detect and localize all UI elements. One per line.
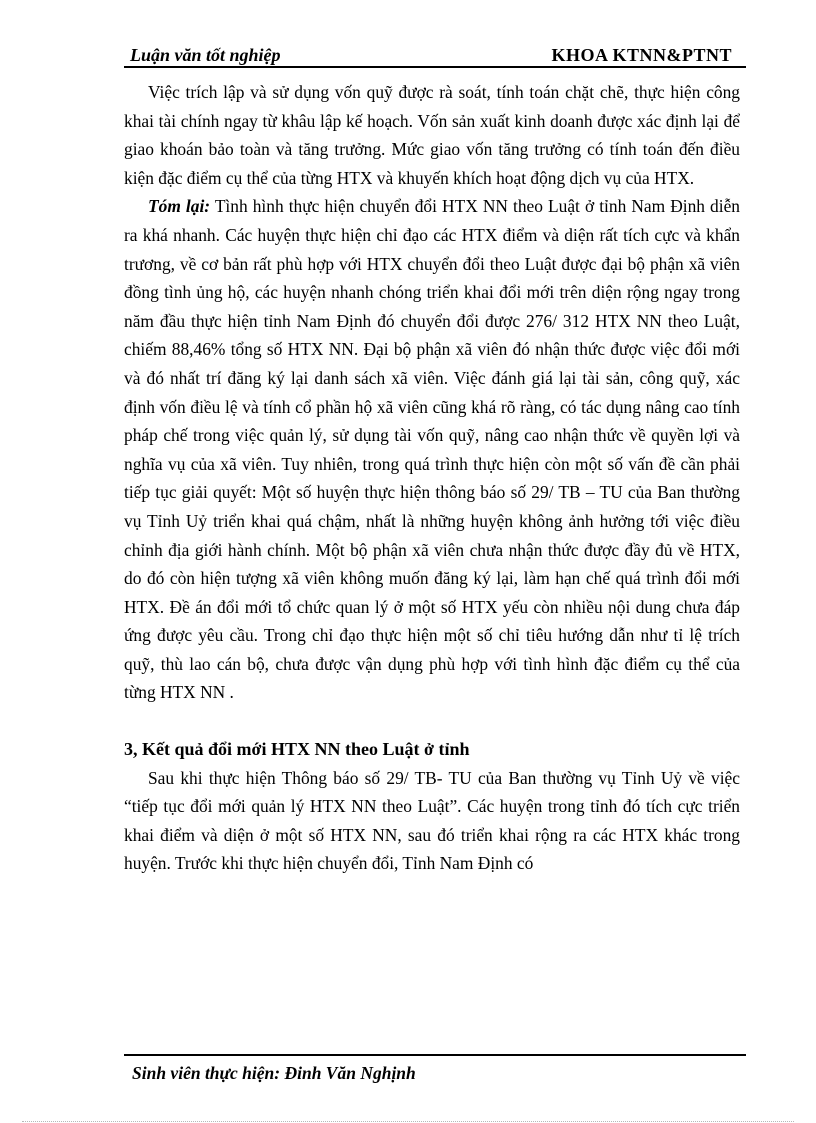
thesis-label: Luận văn tốt nghiệp xyxy=(130,45,281,65)
page-header xyxy=(124,44,746,68)
paragraph-summary xyxy=(124,192,740,707)
page-bottom-divider xyxy=(22,1121,794,1122)
section-heading: 3, Kết quả đổi mới HTX NN theo Luật ở tỉnh xyxy=(124,739,470,760)
faculty-label: KHOA KTNN&PTNT xyxy=(551,45,732,65)
page-footer xyxy=(124,1054,746,1083)
author-label: Sinh viên thực hiện: Đinh Văn Nghịnh xyxy=(132,1063,416,1083)
summary-text: Tình hình thực hiện chuyển đổi HTX NN theo Luật ở tỉnh Nam Định diễn ra khá nhanh. Các huyện thực hiện chỉ đạo các HTX điểm và diện rất tích cực và khẩn trương, về cơ bản rất phù hợp với HTX chuyển đổi theo Luật được đại bộ phận xã viên đồng tình ủng hộ, các huyện nhanh chóng triển khai đổi mới trên diện rộng ngay trong năm đầu thực hiện tỉnh Nam Định đó chuyển đổi được 276/ 312 HTX NN theo Luật, chiếm 88,46% tổng số HTX NN. Đại bộ phận xã viên đó nhận thức được việc đổi mới và đó nhất trí đăng ký lại danh sách xã viên. Việc đánh giá lại tài sản, công quỹ, xác định vốn điều lệ và tính cổ phần hộ xã viên cũng khá rõ ràng, có tác dụng nâng cao tính pháp chế trong việc quản lý, sử dụng tài vốn quỹ, nâng cao nhận thức về quyền lợi và nghĩa vụ của xã viên. Tuy nhiên, trong quá trình thực hiện còn một số vấn đề cần phải tiếp tục giải quyết: Một số huyện thực hiện thông báo số 29/ TB – TU của Ban thường vụ Tỉnh Uỷ triển khai quá chậm, nhất là những huyện không ảnh hưởng tới việc điều chỉnh địa giới hành chính. Một bộ phận xã viên chưa nhận thức được đầy đủ về HTX, do đó còn hiện tượng xã viên không muốn đăng ký lại, làm hạn chế quá trình đổi mới HTX. Đề án đổi mới tổ chức quan lý ở một số HTX yếu còn nhiều nội dung chưa đáp ứng được yêu cầu. Trong chỉ đạo thực hiện một số chỉ tiêu hướng dẫn như tỉ lệ trích quỹ, thù lao cán bộ, chưa được vận dụng phù hợp với tình hình đặc điểm cụ thể của từng HTX NN . xyxy=(124,196,740,703)
paragraph-fund-management: Việc trích lập và sử dụng vốn quỹ được rà soát, tính toán chặt chẽ, thực hiện công khai tài chính ngay từ khâu lập kế hoạch. Vốn sản xuất kinh doanh được xác định lại để giao khoán bảo toàn và tăng trưởng. Mức giao vốn tăng trưởng có tính toán đến điều kiện đặc điểm cụ thể của từng HTX và khuyến khích hoạt động dịch vụ của HTX. xyxy=(124,82,740,188)
summary-label: Tóm lại: xyxy=(148,196,211,217)
document-body xyxy=(124,78,740,878)
paragraph-results: Sau khi thực hiện Thông báo số 29/ TB- TU của Ban thường vụ Tỉnh Uỷ về việc “tiếp tục đổi mới quản lý HTX NN theo Luật”. Các huyện trong tỉnh đó tích cực triển khai điểm và diện ở một số HTX NN, sau đó triển khai rộng ra các HTX khác trong huyện. Trước khi thực hiện chuyển đổi, Tỉnh Nam Định có xyxy=(124,767,740,874)
